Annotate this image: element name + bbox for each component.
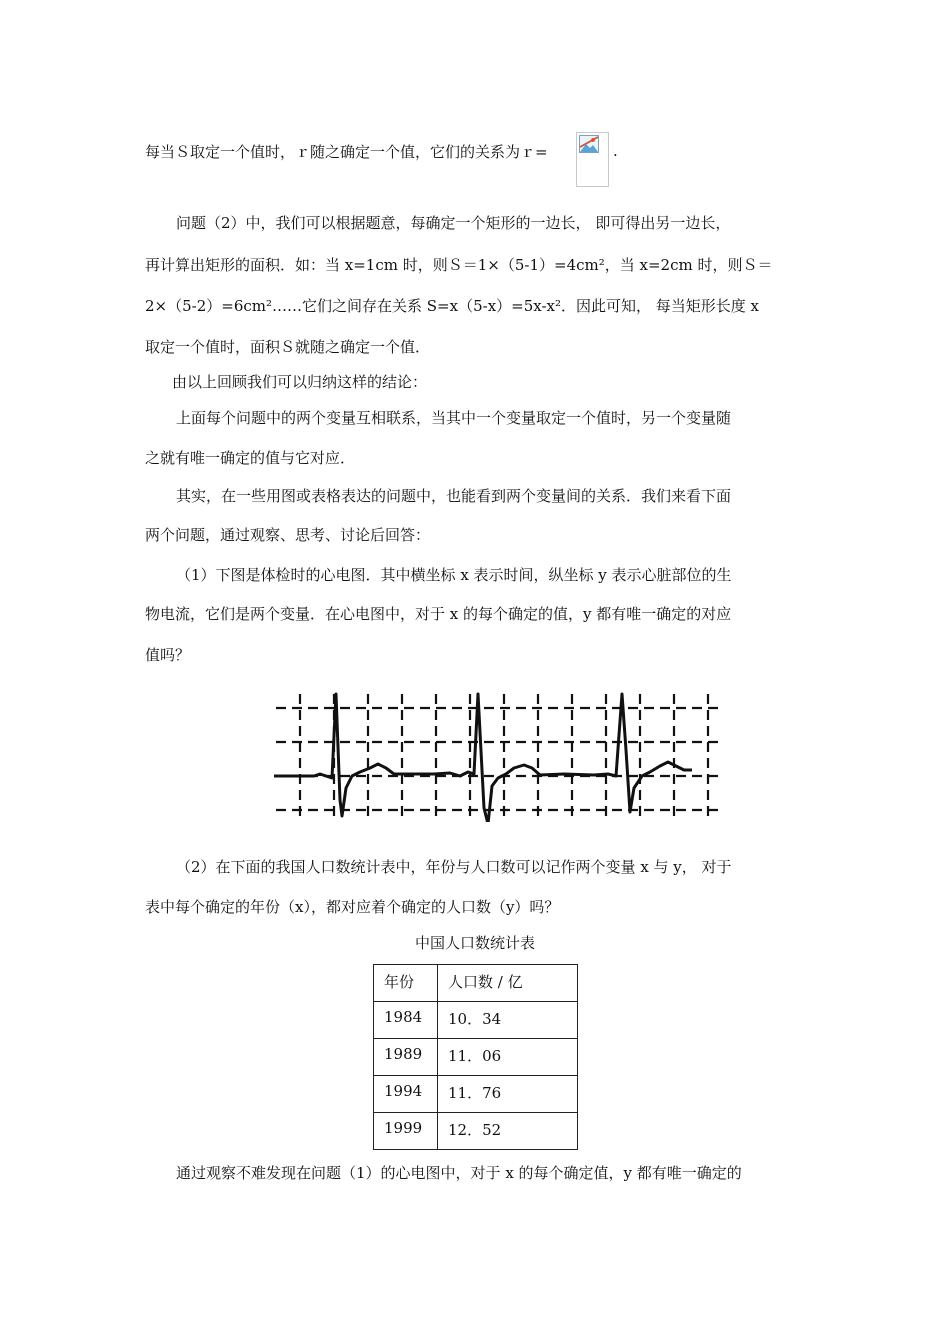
paragraph-line: 取定一个值时，面积Ｓ就随之确定一个值． [145,338,431,356]
cell-population: 10．34 [438,1002,578,1039]
table-title: 中国人口数统计表 [414,934,535,952]
ecg-figure [274,690,720,822]
paragraph-line: 值吗？ [145,646,191,664]
paragraph-line: 表中每个确定的年份（x），都对应着个确定的人口数（y）吗？ [145,898,560,916]
cell-population: 12．52 [438,1113,578,1150]
paragraph-line: （2）在下面的我国人口数统计表中，年份与人口数可以记作两个变量 x 与 y， 对于 [176,858,732,876]
header-year: 年份 [374,965,438,1002]
cell-year: 1999 [374,1113,438,1150]
paragraph-line: 再计算出矩形的面积．如：当 x=1cm 时，则Ｓ＝1×（5-1）=4cm²，当 x=2cm 时，则Ｓ＝ [145,256,773,274]
table-row [374,1002,578,1039]
paragraph-end: . [613,142,618,160]
formula-image [576,132,609,187]
paragraph-line: 由以上回顾我们可以归纳这样的结论： [172,373,428,391]
paragraph-line: 每当Ｓ取定一个值时，ｒ随之确定一个值，它们的关系为ｒ= [145,143,548,161]
broken-image-icon [579,135,599,153]
paragraph-line: 问题（2）中，我们可以根据题意，每确定一个矩形的一边长， 即可得出另一边长， [176,214,731,232]
table-header-row [374,965,578,1002]
table-row [374,1076,578,1113]
table-row [374,1039,578,1076]
paragraph-line: 其实，在一些用图或表格表达的问题中，也能看到两个变量间的关系．我们来看下面 [176,487,732,505]
table-row [374,1113,578,1150]
paragraph-line: 通过观察不难发现在问题（1）的心电图中，对于 x 的每个确定值，y 都有唯一确定的 [176,1164,742,1182]
header-population: 人口数 / 亿 [438,965,578,1002]
paragraph-line: 2×（5-2）=6cm²……它们之间存在关系 S=x（5-x）=5x-x²．因此可知， 每当矩形长度 x [145,297,760,315]
paragraph-line: 上面每个问题中的两个变量互相联系，当其中一个变量取定一个值时，另一个变量随 [176,409,732,427]
population-table [373,964,578,1150]
paragraph-line: 两个问题，通过观察、思考、讨论后回答： [145,526,431,544]
cell-population: 11．76 [438,1076,578,1113]
cell-population: 11．06 [438,1039,578,1076]
paragraph-line: （1）下图是体检时的心电图．其中横坐标 x 表示时间，纵坐标 y 表示心脏部位的生 [176,566,732,584]
paragraph-line: 物电流，它们是两个变量．在心电图中，对于 x 的每个确定的值，y 都有唯一确定的对应 [145,605,732,623]
cell-year: 1989 [374,1039,438,1076]
ecg-trace [274,694,692,822]
cell-year: 1984 [374,1002,438,1039]
cell-year: 1994 [374,1076,438,1113]
ecg-grid [276,694,718,820]
paragraph-line: 之就有唯一确定的值与它对应． [145,449,356,467]
